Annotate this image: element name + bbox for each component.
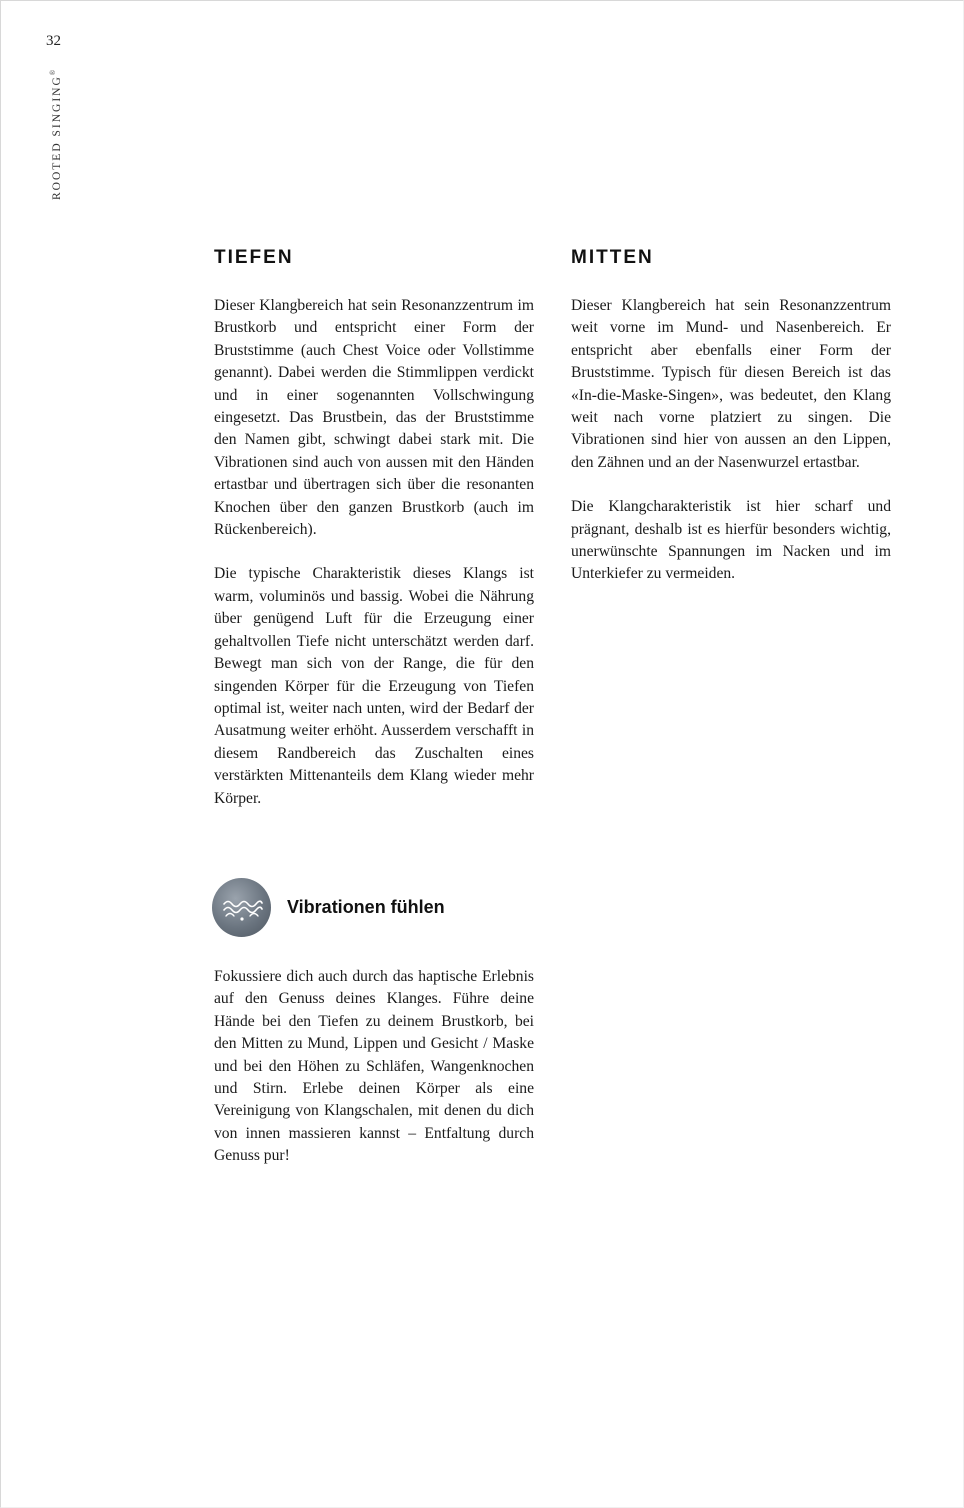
tiefen-paragraph-2: Die typische Charakteristik dieses Klangs ist warm, voluminös und bassig. Wobei die Nährung über genügend Luft für die Erzeugung einer gehaltvollen Tiefe nicht unterschätzt werden darf. Bewegt man sich von der Range, die für den singenden Körper für die Erzeugung von Tiefen optimal ist, weiter nach unten, wird der Bedarf der Ausatmung weiter erhöht. Ausserdem verschafft in diesem Randbereich das Zuschalten eines verstärkten Mittenanteils dem Klang wieder mehr Körper.	[214, 565, 534, 807]
left-column	[214, 247, 534, 832]
mitten-paragraph-2: Die Klangcharakteristik ist hier scharf und prägnant, deshalb ist es hierfür besonders wichtig, unerwünschte Spannungen im Nacken und im Unterkiefer zu vermeiden.	[571, 498, 891, 583]
tip-paragraph: Fokussiere dich auch durch das haptische Erlebnis auf den Genuss deines Klanges. Führe deine Hände bei den Tiefen zu deinem Brustkorb, bei den Mitten zu Mund, Lippen und Gesicht / Maske und bei den Höhen zu Schläfen, Wangenknochen und Stirn. Erlebe deinen Körper als eine Vereinigung von Klangschalen, mit denen du dich von innen massieren kannst – Entfaltung durch Genuss pur!	[214, 968, 534, 1165]
mitten-paragraph-1: Dieser Klangbereich hat sein Resonanzzentrum weit vorne im Mund- und Nasenbereich. Er entspricht aber ebenfalls einer Form der Bruststimme. Typisch für diesen Bereich ist das «In-die-Maske-Singen», was bedeutet, den Klang weit nach vorne platziert zu singen. Die Vibrationen sind hier von aussen an den Lippen, den Zähnen und an der Nasenwurzel ertastbar.	[571, 297, 891, 471]
section-heading-tiefen: TIEFEN	[214, 247, 294, 268]
page-number: 32	[46, 33, 61, 49]
vibration-wave-icon	[212, 878, 271, 937]
registered-mark: ®	[49, 69, 57, 76]
tip-title: Vibrationen fühlen	[287, 897, 445, 917]
tip-header	[212, 878, 445, 937]
right-column	[571, 247, 891, 608]
tiefen-paragraph-1: Dieser Klangbereich hat sein Resonanzzentrum im Brustkorb und entspricht einer Form der Bruststimme (auch Chest Voice oder Vollstimme genannt). Dabei werden die Stimmlippen verdickt und in einer sogenannten Vollschwingung eingesetzt. Das Brustbein, das der Bruststimme den Namen gibt, schwingt dabei stark mit. Die Vibrationen sind auch von aussen mit den Händen ertastbar und übertragen sich über die resonanten Knochen über den ganzen Brustkorb (auch im Rückenbereich).	[214, 297, 534, 539]
running-head-text: ROOTED SINGING	[50, 75, 63, 200]
tip-body	[214, 966, 534, 1190]
running-head	[49, 70, 63, 200]
section-heading-mitten: MITTEN	[571, 247, 654, 268]
